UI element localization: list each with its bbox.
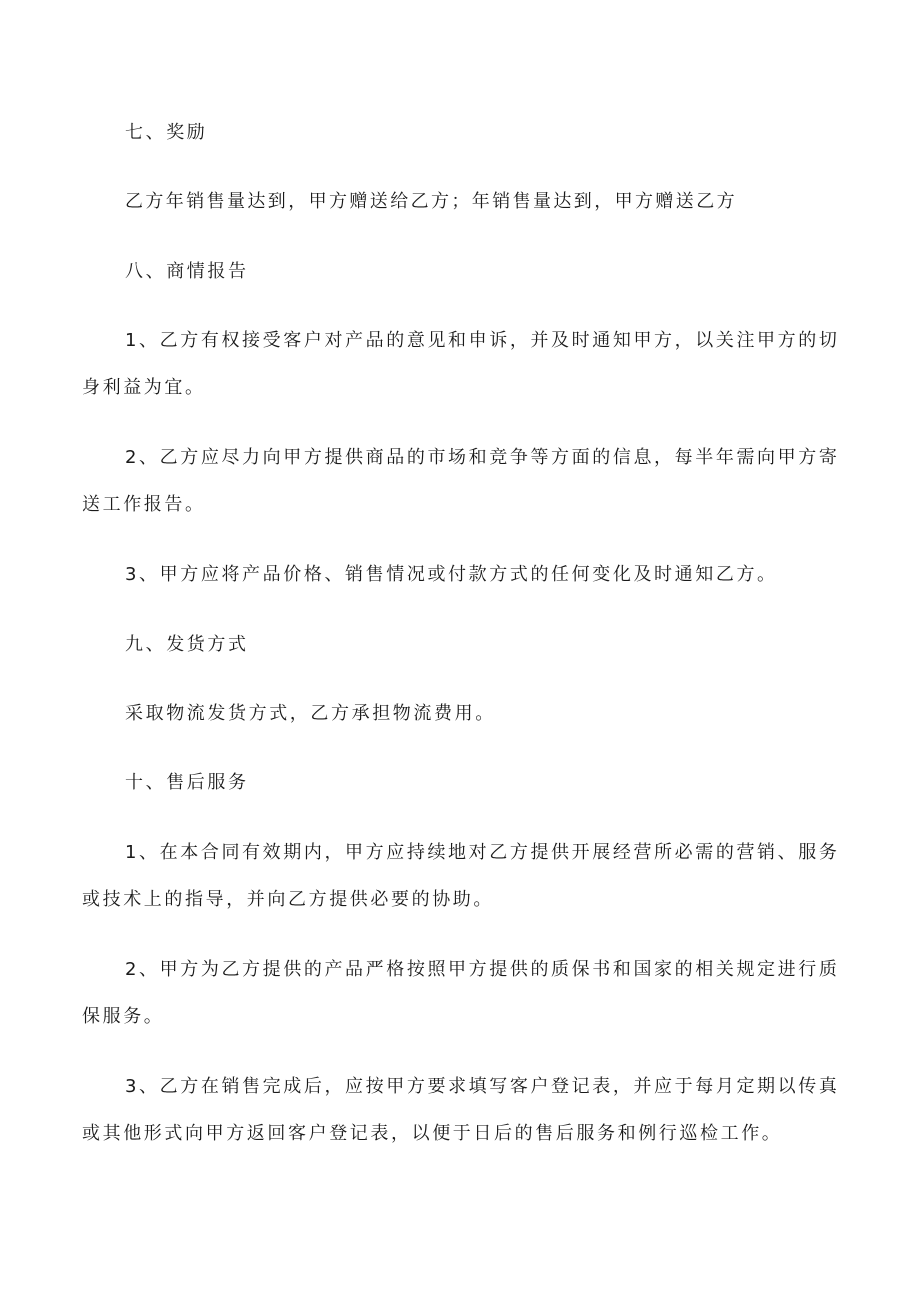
- section-heading-shipping: 九、发货方式: [125, 634, 249, 655]
- section-heading-business-report: 八、商情报告: [125, 261, 249, 282]
- paragraph-after-sales-1: 1、在本合同有效期内，甲方应持续地对乙方提供开展经营所必需的营销、服务或技术上的指导，并向乙方提供必要的协助。: [82, 842, 840, 910]
- paragraph-report-1: 1、乙方有权接受客户对产品的意见和申诉，并及时通知甲方，以关注甲方的切身利益为宜。: [82, 330, 840, 398]
- paragraph-report-3: 3、甲方应将产品价格、销售情况或付款方式的任何变化及时通知乙方。: [125, 564, 778, 585]
- section-heading-rewards: 七、奖励: [125, 122, 208, 143]
- section-heading-after-sales: 十、售后服务: [125, 772, 249, 793]
- paragraph-after-sales-2: 2、甲方为乙方提供的产品严格按照甲方提供的质保书和国家的相关规定进行质保服务。: [82, 959, 840, 1027]
- paragraph-report-2: 2、乙方应尽力向甲方提供商品的市场和竞争等方面的信息，每半年需向甲方寄送工作报告。: [82, 447, 840, 515]
- paragraph-shipping: 采取物流发货方式，乙方承担物流费用。: [125, 703, 496, 724]
- paragraph-after-sales-3: 3、乙方在销售完成后，应按甲方要求填写客户登记表，并应于每月定期以传真或其他形式向甲方返回客户登记表，以便于日后的售后服务和例行巡检工作。: [82, 1076, 840, 1144]
- paragraph-rewards: 乙方年销售量达到，甲方赠送给乙方；年销售量达到，甲方赠送乙方: [125, 191, 737, 212]
